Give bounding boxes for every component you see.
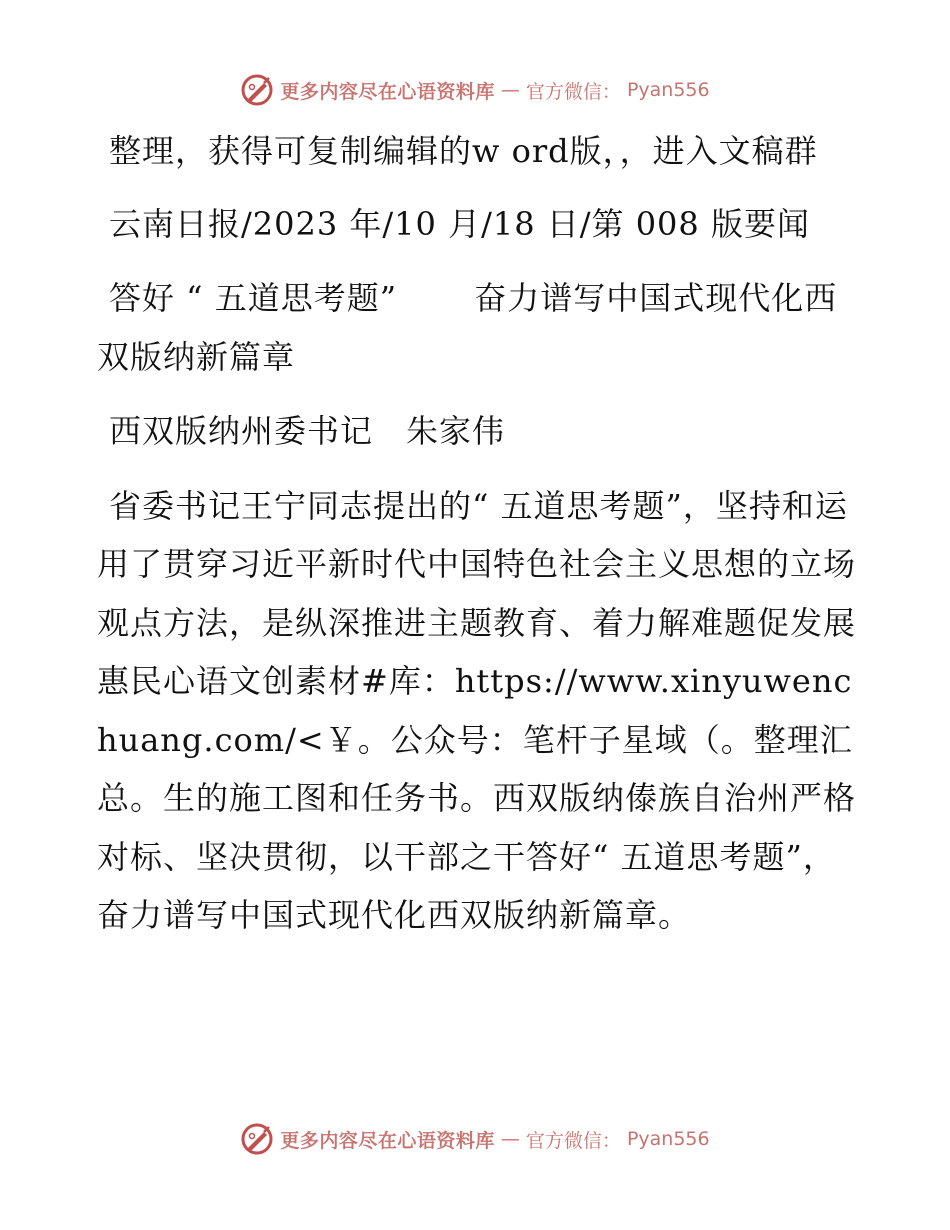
watermark-account: Pyan556 — [626, 1128, 710, 1150]
watermark-brand: 更多内容尽在心语资料库 — [280, 1129, 495, 1152]
watermark-channel: 官方微信： — [525, 80, 621, 103]
watermark-account: Pyan556 — [626, 79, 710, 101]
document-body — [97, 122, 857, 945]
dateline: 云南日报/2023 年/10 月/18 日/第 008 版要闻 — [109, 204, 810, 243]
intro-paragraph: 整理，获得可复制编辑的w ord版，，进入文稿群 — [109, 132, 818, 170]
watermark-brand: 更多内容尽在心语资料库 — [280, 80, 495, 103]
watermark-header — [0, 70, 950, 110]
quill-logo-icon — [240, 1122, 274, 1156]
watermark-footer — [0, 1119, 950, 1159]
article-headline: 答好 “ 五道思考题” 奋力谱写中国式现代化西双版纳新篇章 — [97, 279, 838, 376]
article-body-paragraph: 省委书记王宁同志提出的“ 五道思考题”，坚持和运用了贯穿习近平新时代中国特色社会主义思想的立场观点方法，是纵深推进主题教育、着力解难题促发展惠民心语文创素材#库：https://www.xinyuwenchuang.com/<￥。公众号：笔杆子星域（。整理汇总。生的施工图和任务书。西双版纳傣族自治州严格对标、坚决贯彻，以干部之干答好“ 五道思考题”，奋力谱写中国式现代化西双版纳新篇章。 — [97, 486, 857, 934]
watermark-separator: — — [500, 1128, 520, 1150]
quill-logo-icon — [240, 73, 274, 107]
watermark-separator: — — [500, 79, 520, 101]
article-byline: 西双版纳州委书记 朱家伟 — [109, 412, 506, 450]
watermark-channel: 官方微信： — [525, 1129, 621, 1152]
